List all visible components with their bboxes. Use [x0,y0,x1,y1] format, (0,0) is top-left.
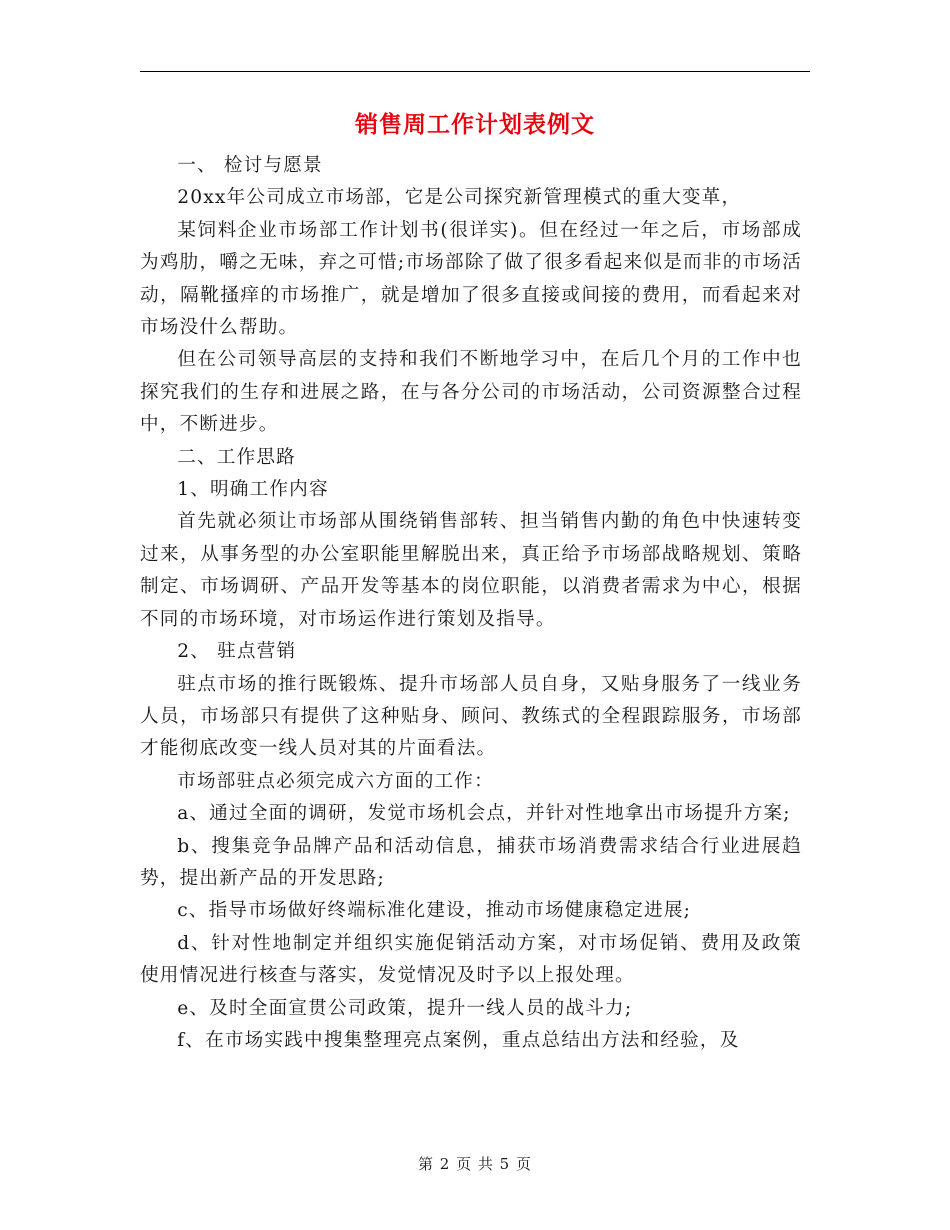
section-heading-review: 一、 检讨与愿景 [177,155,323,176]
list-item: c、指导市场做好终端标准化建设，推动市场健康稳定进展; [177,900,692,922]
paragraph: 但在公司领导高层的支持和我们不断地学习中，在后几个月的工作中也探究我们的生存和进展之路，在与各分公司的市场活动，公司资源整合过程中，不断进步。 [140,349,802,436]
list-item: f、在市场实践中搜集整理亮点案例，重点总结出方法和经验，及 [177,1029,740,1051]
header-rule [140,71,810,72]
document-body [140,150,802,1057]
subheading-work-content: 1、明确工作内容 [177,479,329,501]
list-item: b、搜集竞争品牌产品和活动信息，捕获市场消费需求结合行业进展趋势，提出新产品的开发思路; [140,835,802,889]
list-item: e、及时全面宣贯公司政策，提升一线人员的战斗力; [177,997,633,1019]
paragraph: 市场部驻点必须完成六方面的工作： [177,770,494,792]
subheading-onsite-marketing: 2、 驻点营销 [177,641,297,663]
list-item: a、通过全面的调研，发觉市场机会点，并针对性地拿出市场提升方案; [177,803,791,825]
paragraph: 20xx年公司成立市场部，它是公司探究新管理模式的重大变革， [177,187,742,209]
document-title: 销售周工作计划表例文 [355,111,595,138]
section-heading-approach: 二、工作思路 [177,446,296,468]
list-item: d、针对性地制定并组织实施促销活动方案，对市场促销、费用及政策使用情况进行核查与落实，发觉情况及时予以上报处理。 [140,932,802,987]
page-number: 第 2 页 共 5 页 [418,1155,532,1173]
paragraph: 首先就必须让市场部从围绕销售部转、担当销售内勤的角色中快速转变过来，从事务型的办公室职能里解脱出来，真正给予市场部战略规划、策略制定、市场调研、产品开发等基本的岗位职能，以消费者需求为中心，根据不同的市场环境，对市场运作进行策划及指导。 [140,511,802,630]
paragraph: 某饲料企业市场部工作计划书(很详实)。但在经过一年之后，市场部成为鸡肋，嚼之无味，弃之可惜;市场部除了做了很多看起来似是而非的市场活动，隔靴搔痒的市场推广，就是增加了很多直接或间接的费用，而看起来对市场没什么帮助。 [140,219,802,339]
paragraph: 驻点市场的推行既锻炼、提升市场部人员自身，又贴身服务了一线业务人员，市场部只有提供了这种贴身、顾问、教练式的全程跟踪服务，市场部才能彻底改变一线人员对其的片面看法。 [140,673,802,760]
